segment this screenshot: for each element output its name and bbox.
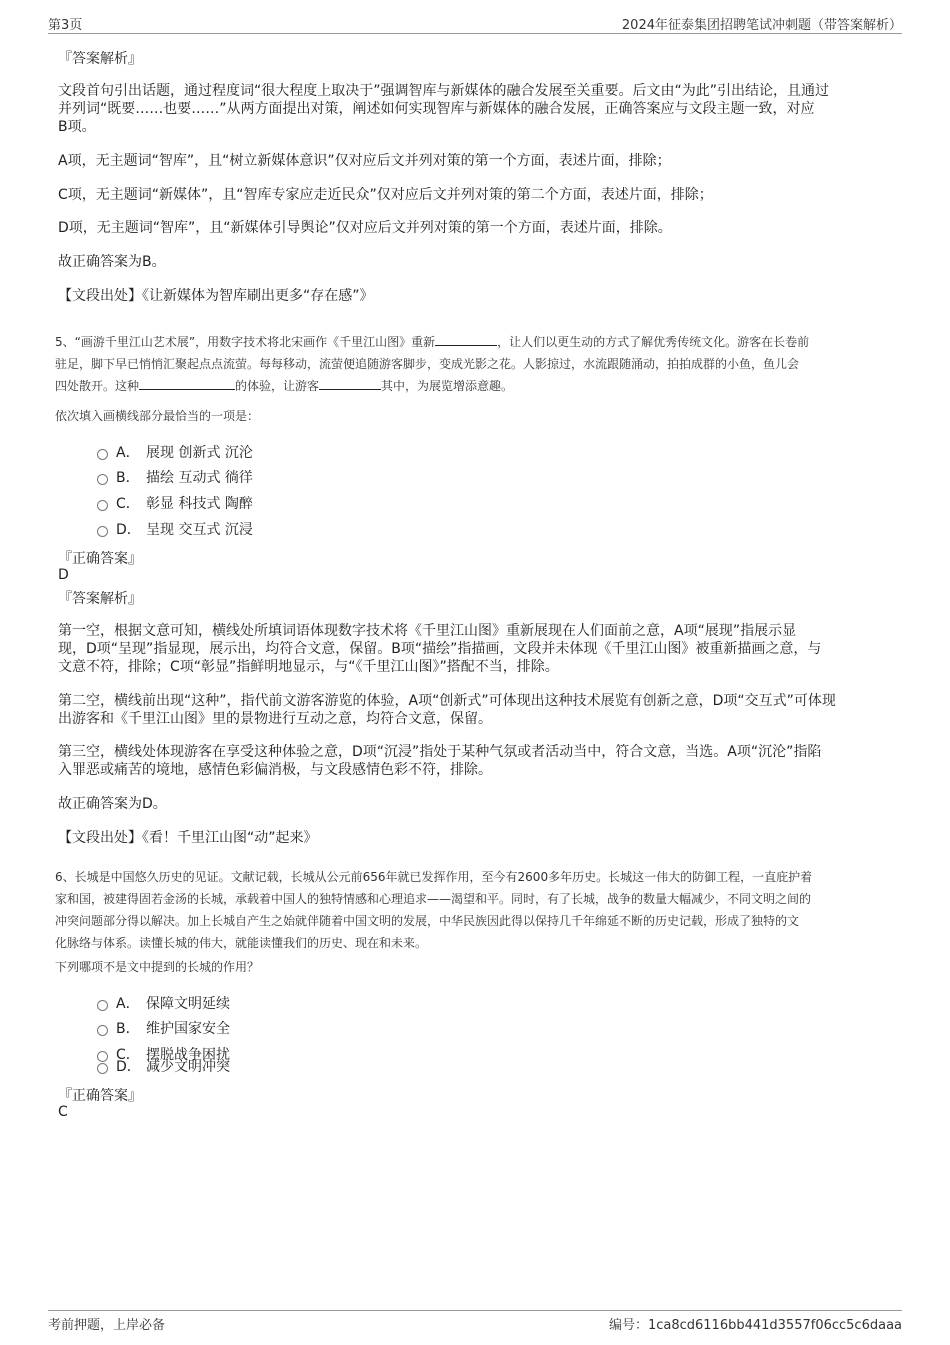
text-segment: ，让人们以更生动的方式了解优秀传统文化。游客在长卷前 <box>497 335 810 349</box>
radio-icon[interactable] <box>97 474 108 485</box>
fill-blank <box>139 377 235 390</box>
text-line: 文段首句引出话题，通过程度词“很大程度上取决于”强调智库与新媒体的融合发展至关重要。后文由“为此”引出结论，且通过 <box>58 83 830 99</box>
source-citation: 【文段出处】《看！千里江山图“动”起来》 <box>58 830 318 846</box>
analysis-paragraph <box>58 82 898 136</box>
analysis-blank-2 <box>58 692 898 728</box>
option-letter: B． <box>116 470 140 486</box>
radio-icon[interactable] <box>97 1063 108 1074</box>
text-segment: 的体验，让游客 <box>235 379 320 393</box>
text-line: 出游客和《千里江山图》里的景物进行互动之意，均符合文意，保留。 <box>58 711 492 727</box>
question-5-prompt: 依次填入画横线部分最恰当的一项是： <box>55 409 260 423</box>
option-text: 呈现 交互式 沉浸 <box>146 522 253 538</box>
analysis-conclusion: 故正确答案为D。 <box>58 796 167 812</box>
source-citation: 【文段出处】《让新媒体为智库刷出更多“存在感”》 <box>58 288 374 304</box>
question-6-stem <box>55 866 900 954</box>
analysis-blank-1 <box>58 622 898 676</box>
text-line: 化脉络与体系。读懂长城的伟大，就能读懂我们的历史、现在和未来。 <box>55 936 428 950</box>
text-line: 入罪恶或痛苦的境地，感情色彩偏消极，与文段感情色彩不符，排除。 <box>58 762 492 778</box>
document-code <box>609 1314 902 1333</box>
footer-divider <box>48 1310 902 1311</box>
analysis-option-c: C项，无主题词“新媒体”，且“智库专家应走近民众”仅对应后文并列对策的第二个方面，表述片面，排除； <box>58 187 713 203</box>
option-text: 减少文明冲突 <box>146 1059 230 1075</box>
option-text: 摆脱战争困扰 <box>146 1047 230 1063</box>
radio-icon[interactable] <box>97 449 108 460</box>
fill-blank <box>319 377 381 390</box>
correct-answer-label: 『正确答案』 <box>58 1088 142 1104</box>
page-number: 第3页 <box>48 18 83 33</box>
option-d[interactable] <box>97 519 253 539</box>
option-letter: C． <box>116 496 140 512</box>
option-text: 展现 创新式 沉沦 <box>146 445 253 461</box>
correct-answer-label: 『正确答案』 <box>58 551 142 567</box>
option-text: 彰显 科技式 陶醉 <box>146 496 253 512</box>
option-letter: A． <box>116 996 140 1012</box>
text-line: 现，D项“呈现”指显现，展示出，均符合文意，保留。B项“描绘”指描画，文段并未体现《千里江山图》被重新描画之意，与 <box>58 641 822 657</box>
text-segment: 四处散开。这种 <box>55 379 140 393</box>
option-text: 保障文明延续 <box>146 996 230 1012</box>
text-line: 文意不符，排除；C项“彰显”指鲜明地显示，与“《千里江山图》”搭配不当，排除。 <box>58 659 559 675</box>
option-text: 描绘 互动式 徜徉 <box>146 470 253 486</box>
text-line: 第二空，横线前出现“这种”，指代前文游客游览的体验，A项“创新式”可体现出这种技术展览有创新之意，D项“交互式”可体现 <box>58 693 836 709</box>
correct-answer: C <box>58 1104 68 1120</box>
option-letter: B． <box>116 1021 140 1037</box>
radio-icon[interactable] <box>97 500 108 511</box>
question-5-stem <box>55 331 897 397</box>
text-line: 第三空，横线处体现游客在享受这种体验之意，D项“沉浸”指处于某种气氛或者活动当中，符合文意，当选。A项“沉沦”指陷 <box>58 744 822 760</box>
text-line <box>55 375 897 397</box>
text-line: 驻足，脚下早已悄悄汇聚起点点流萤。每每移动，流萤便追随游客脚步，变成光影之花。人影掠过，水流跟随涌动，拍拍成群的小鱼，鱼儿会 <box>55 357 800 371</box>
option-letter: D． <box>116 522 141 538</box>
analysis-label: 『答案解析』 <box>58 591 142 607</box>
option-a[interactable] <box>97 442 253 462</box>
option-b[interactable] <box>97 467 253 487</box>
text-line: B项。 <box>58 119 96 135</box>
radio-icon[interactable] <box>97 526 108 537</box>
option-letter: D． <box>116 1059 141 1075</box>
text-segment: 5、“画游千里江山艺术展”，用数字技术将北宋画作《千里江山图》重新 <box>55 335 436 349</box>
option-c[interactable] <box>97 493 253 513</box>
radio-icon[interactable] <box>97 1000 108 1011</box>
analysis-option-a: A项，无主题词“智库”，且“树立新媒体意识”仅对应后文并列对策的第一个方面，表述片面，排除； <box>58 153 671 169</box>
text-line: 第一空，根据文意可知，横线处所填词语体现数字技术将《千里江山图》重新展现在人们面前之意，A项“展现”指展示显 <box>58 623 797 639</box>
text-line <box>55 331 897 353</box>
text-line: 并列词“既要……也要……”从两方面提出对策，阐述如何实现智库与新媒体的融合发展，正确答案应与文段主题一致，对应 <box>58 101 815 117</box>
header-divider <box>48 33 902 34</box>
option-text: 维护国家安全 <box>146 1021 230 1037</box>
code-value: 1ca8cd6116bb441d3557f06cc5c6daaa <box>647 1318 902 1333</box>
fill-blank <box>435 333 497 346</box>
option-d[interactable] <box>97 1056 230 1076</box>
option-letter: C． <box>116 1047 140 1063</box>
document-title: 2024年征泰集团招聘笔试冲刺题（带答案解析） <box>621 18 902 33</box>
correct-answer: D <box>58 567 69 583</box>
analysis-option-d: D项，无主题词“智库”，且“新媒体引导舆论”仅对应后文并列对策的第一个方面，表述片面，排除。 <box>58 220 672 236</box>
option-a[interactable] <box>97 993 230 1013</box>
text-line: 家和国，被建得固若金汤的长城，承载着中国人的独特情感和心理追求——渴望和平。同时，有了长城，战争的数量大幅减少，不同文明之间的 <box>55 892 812 906</box>
analysis-blank-3 <box>58 743 898 779</box>
footer-slogan: 考前押题，上岸必备 <box>48 1318 166 1333</box>
text-line: 6、长城是中国悠久历史的见证。文献记载，长城从公元前656年就已发挥作用，至今有2600多年历史。长城这一伟大的防御工程，一直庇护着 <box>55 870 813 884</box>
text-segment: 其中，为展览增添意趣。 <box>381 379 514 393</box>
code-label: 编号： <box>608 1318 648 1333</box>
option-b[interactable] <box>97 1018 230 1038</box>
text-line: 冲突问题部分得以解决。加上长城自产生之始就伴随着中国文明的发展，中华民族因此得以保持几千年绵延不断的历史记载，形成了独特的文 <box>55 914 800 928</box>
option-letter: A． <box>116 445 140 461</box>
radio-icon[interactable] <box>97 1025 108 1036</box>
analysis-conclusion: 故正确答案为B。 <box>58 254 166 270</box>
question-6-prompt: 下列哪项不是文中提到的长城的作用？ <box>55 960 260 974</box>
analysis-label: 『答案解析』 <box>58 51 142 67</box>
